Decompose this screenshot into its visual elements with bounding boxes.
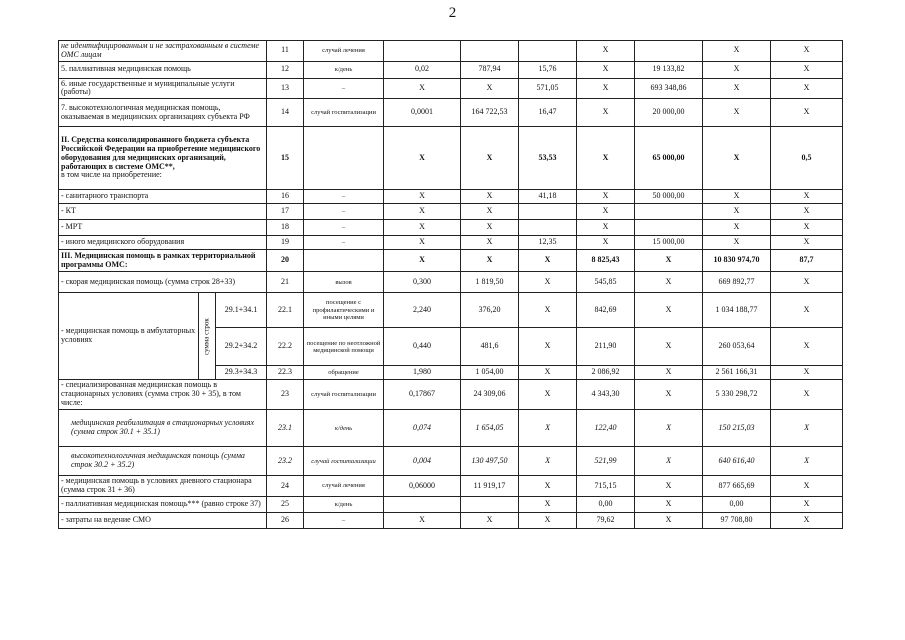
value-cell: Х <box>635 293 703 328</box>
value-cell: 16,47 <box>519 99 577 127</box>
value-cell: Х <box>771 272 843 293</box>
value-cell: Х <box>519 410 577 447</box>
value-cell: 0,300 <box>384 272 461 293</box>
value-cell: Х <box>384 250 461 272</box>
value-cell: 41,18 <box>519 190 577 204</box>
value-cell: Х <box>519 476 577 497</box>
value-cell: 1 819,50 <box>461 272 519 293</box>
value-cell: Х <box>384 220 461 236</box>
value-cell <box>461 41 519 62</box>
table-row <box>59 293 843 328</box>
value-cell: 0,074 <box>384 410 461 447</box>
unit-cell: обращение <box>304 366 384 380</box>
row-name-cell <box>59 99 267 127</box>
unit-cell: вызов <box>304 272 384 293</box>
row-number: 13 <box>267 78 304 99</box>
value-cell: 693 348,86 <box>635 78 703 99</box>
table-row <box>59 410 843 447</box>
value-cell: Х <box>461 236 519 250</box>
value-cell: Х <box>519 328 577 366</box>
row-name: III. Медицинская помощь в рамках территориальной программы ОМС: <box>61 250 256 269</box>
value-cell: Х <box>771 61 843 78</box>
unit-cell: случай госпитализации <box>304 99 384 127</box>
value-cell: 8 825,43 <box>577 250 635 272</box>
value-cell: Х <box>635 476 703 497</box>
value-cell: Х <box>519 447 577 476</box>
value-cell: Х <box>384 204 461 220</box>
row-number: 18 <box>267 220 304 236</box>
value-cell: Х <box>771 236 843 250</box>
value-cell: Х <box>703 190 771 204</box>
row-name-cell <box>59 250 267 272</box>
row-name: не идентифицированным и не застрахованным в системе ОМС лицам <box>61 41 260 59</box>
value-cell: Х <box>461 190 519 204</box>
value-cell: 150 215,03 <box>703 410 771 447</box>
value-cell: Х <box>519 293 577 328</box>
value-cell <box>635 204 703 220</box>
table-row <box>59 250 843 272</box>
value-cell: Х <box>384 190 461 204</box>
row-name-cell <box>59 236 267 250</box>
table-row <box>59 78 843 99</box>
value-cell: 877 665,69 <box>703 476 771 497</box>
value-cell: Х <box>635 380 703 410</box>
table-row <box>59 190 843 204</box>
value-cell: Х <box>577 99 635 127</box>
unit-cell <box>304 250 384 272</box>
value-cell <box>519 204 577 220</box>
value-cell: Х <box>577 61 635 78</box>
unit-cell <box>304 127 384 190</box>
value-cell: Х <box>635 328 703 366</box>
value-cell: Х <box>703 78 771 99</box>
value-cell: 5 330 298,72 <box>703 380 771 410</box>
table-row <box>59 236 843 250</box>
row-name-cell <box>59 78 267 99</box>
row-number: 17 <box>267 204 304 220</box>
value-cell: 481,6 <box>461 328 519 366</box>
value-cell: 2 561 166,31 <box>703 366 771 380</box>
unit-cell: к/день <box>304 496 384 512</box>
row-name-bold: II. Средства консолидированного бюджета субъекта Российской Федерации на приобретение медицинского оборудования для медицинских организаций, работающих в системе ОМС**, <box>61 135 261 171</box>
value-cell: 787,94 <box>461 61 519 78</box>
value-cell: 640 616,40 <box>703 447 771 476</box>
ambulatory-name: - медицинская помощь в амбулаторных условиях <box>59 293 199 380</box>
table-row <box>59 127 843 190</box>
unit-cell: – <box>304 204 384 220</box>
unit-cell: случай лечения <box>304 476 384 497</box>
row-number: 22.2 <box>267 328 304 366</box>
value-cell: Х <box>519 272 577 293</box>
value-cell: 12,35 <box>519 236 577 250</box>
row-name: высокотехнологичная медицинская помощь (сумма строк 30.2 + 35.2) <box>59 447 267 476</box>
unit-cell: случай госпитализации <box>304 447 384 476</box>
value-cell: Х <box>519 512 577 528</box>
value-cell: Х <box>771 293 843 328</box>
row-number: 20 <box>267 250 304 272</box>
value-cell: 122,40 <box>577 410 635 447</box>
value-cell <box>461 496 519 512</box>
row-number: 22.3 <box>267 366 304 380</box>
value-cell: 1,980 <box>384 366 461 380</box>
value-cell: Х <box>635 250 703 272</box>
value-cell: Х <box>461 127 519 190</box>
value-cell <box>635 220 703 236</box>
row-number: 12 <box>267 61 304 78</box>
table-row <box>59 220 843 236</box>
value-cell: Х <box>577 236 635 250</box>
value-cell: 0,06000 <box>384 476 461 497</box>
row-name: 5. паллиативная медицинская помощь <box>61 64 191 74</box>
value-cell: Х <box>577 78 635 99</box>
value-cell: 715,15 <box>577 476 635 497</box>
unit-cell: случай лечения <box>304 41 384 62</box>
value-cell: 20 000,00 <box>635 99 703 127</box>
row-number: 24 <box>267 476 304 497</box>
row-number: 25 <box>267 496 304 512</box>
row-number: 15 <box>267 127 304 190</box>
value-cell: Х <box>461 78 519 99</box>
value-cell: Х <box>384 512 461 528</box>
value-cell: 65 000,00 <box>635 127 703 190</box>
value-cell: Х <box>771 366 843 380</box>
value-cell: 0,02 <box>384 61 461 78</box>
financing-table <box>58 40 843 529</box>
unit-cell: – <box>304 512 384 528</box>
value-cell: Х <box>461 250 519 272</box>
value-cell: 545,85 <box>577 272 635 293</box>
table-row <box>59 41 843 62</box>
row-name-cell <box>59 190 267 204</box>
value-cell: 0,00 <box>577 496 635 512</box>
table-row <box>59 496 843 512</box>
row-name: 7. высокотехнологичная медицинская помощь, оказываемая в медицинских организациях субъекта РФ <box>61 102 250 121</box>
value-cell: 0,5 <box>771 127 843 190</box>
row-number: 23.2 <box>267 447 304 476</box>
row-name-cell <box>59 41 267 62</box>
value-cell: 669 892,77 <box>703 272 771 293</box>
value-cell: Х <box>771 447 843 476</box>
unit-cell: к/день <box>304 61 384 78</box>
value-cell: Х <box>771 220 843 236</box>
value-cell: 87,7 <box>771 250 843 272</box>
value-cell: 97 708,80 <box>703 512 771 528</box>
table-row <box>59 61 843 78</box>
value-cell: Х <box>577 190 635 204</box>
value-cell: Х <box>461 220 519 236</box>
table-row <box>59 476 843 497</box>
value-cell: Х <box>384 78 461 99</box>
value-cell: Х <box>635 410 703 447</box>
value-cell <box>384 41 461 62</box>
value-cell: Х <box>577 127 635 190</box>
value-cell: 1 054,00 <box>461 366 519 380</box>
value-cell: 53,53 <box>519 127 577 190</box>
unit-cell: случай госпитализации <box>304 380 384 410</box>
value-cell: 0,004 <box>384 447 461 476</box>
value-cell: Х <box>771 78 843 99</box>
value-cell: Х <box>771 190 843 204</box>
value-cell: 260 053,64 <box>703 328 771 366</box>
table-row <box>59 99 843 127</box>
value-cell: 0,00 <box>703 496 771 512</box>
row-name-cell <box>59 204 267 220</box>
value-cell: Х <box>703 99 771 127</box>
sum-rows-formula: 29.1+34.1 <box>216 293 267 328</box>
row-name: - иного медицинского оборудования <box>61 237 185 247</box>
row-number: 22.1 <box>267 293 304 328</box>
value-cell: Х <box>771 328 843 366</box>
row-name: - затраты на ведение СМО <box>59 512 267 528</box>
value-cell: 24 309,06 <box>461 380 519 410</box>
row-number: 23.1 <box>267 410 304 447</box>
table-row <box>59 272 843 293</box>
value-cell: Х <box>384 236 461 250</box>
sum-rows-formula: 29.2+34.2 <box>216 328 267 366</box>
value-cell: Х <box>771 380 843 410</box>
value-cell: Х <box>703 127 771 190</box>
value-cell <box>635 41 703 62</box>
value-cell: Х <box>703 220 771 236</box>
row-number: 21 <box>267 272 304 293</box>
unit-cell: – <box>304 190 384 204</box>
value-cell: 842,69 <box>577 293 635 328</box>
value-cell: 11 919,17 <box>461 476 519 497</box>
value-cell: 211,90 <box>577 328 635 366</box>
unit-cell: – <box>304 78 384 99</box>
value-cell: 79,62 <box>577 512 635 528</box>
value-cell: Х <box>635 366 703 380</box>
page-number: 2 <box>448 5 457 21</box>
sum-rows-formula: 29.3+34.3 <box>216 366 267 380</box>
row-name-cell <box>59 220 267 236</box>
table-row <box>59 447 843 476</box>
value-cell: Х <box>703 236 771 250</box>
value-cell: 19 133,82 <box>635 61 703 78</box>
value-cell: 164 722,53 <box>461 99 519 127</box>
value-cell: Х <box>771 204 843 220</box>
row-number: 23 <box>267 380 304 410</box>
row-name: - КТ <box>61 206 76 216</box>
value-cell: Х <box>771 512 843 528</box>
row-number: 16 <box>267 190 304 204</box>
unit-cell: – <box>304 236 384 250</box>
unit-cell: посещение с профилактическими и иными целями <box>304 293 384 328</box>
value-cell: Х <box>703 204 771 220</box>
row-name: - санитарного транспорта <box>61 191 149 201</box>
row-name-tail: в том числе на приобретение: <box>61 170 162 180</box>
value-cell: Х <box>384 127 461 190</box>
row-name: 6. иные государственные и муниципальные услуги (работы) <box>61 78 235 97</box>
value-cell: 0,0001 <box>384 99 461 127</box>
value-cell: 571,05 <box>519 78 577 99</box>
value-cell: Х <box>635 272 703 293</box>
value-cell <box>519 41 577 62</box>
value-cell: Х <box>519 250 577 272</box>
table-row <box>59 380 843 410</box>
value-cell: Х <box>461 512 519 528</box>
table-row <box>59 512 843 528</box>
value-cell: 2,240 <box>384 293 461 328</box>
value-cell: 0,17867 <box>384 380 461 410</box>
value-cell: Х <box>635 447 703 476</box>
value-cell: 50 000,00 <box>635 190 703 204</box>
row-name-cell <box>59 272 267 293</box>
row-number: 14 <box>267 99 304 127</box>
value-cell: Х <box>635 512 703 528</box>
row-name: - медицинская помощь в условиях дневного стационара (сумма строк 31 + 36) <box>59 476 267 497</box>
value-cell: Х <box>635 496 703 512</box>
value-cell: 376,20 <box>461 293 519 328</box>
value-cell: 521,99 <box>577 447 635 476</box>
value-cell: 0,440 <box>384 328 461 366</box>
value-cell: Х <box>703 41 771 62</box>
value-cell: 1 034 188,77 <box>703 293 771 328</box>
table-row <box>59 204 843 220</box>
row-name: медицинская реабилитация в стационарных условиях (сумма строк 30.1 + 35.1) <box>59 410 267 447</box>
unit-cell: к/день <box>304 410 384 447</box>
row-number: 26 <box>267 512 304 528</box>
row-name: - паллиативная медицинская помощь*** (равно строке 37) <box>59 496 267 512</box>
row-name-cell <box>59 127 267 190</box>
value-cell: Х <box>519 496 577 512</box>
value-cell: 2 086,92 <box>577 366 635 380</box>
unit-cell: посещение по неотложной медицинской помощи <box>304 328 384 366</box>
value-cell: 10 830 974,70 <box>703 250 771 272</box>
row-name: - МРТ <box>61 222 83 232</box>
row-number: 19 <box>267 236 304 250</box>
unit-cell: – <box>304 220 384 236</box>
value-cell: Х <box>771 99 843 127</box>
value-cell: Х <box>577 220 635 236</box>
value-cell: 15,76 <box>519 61 577 78</box>
value-cell: 4 343,30 <box>577 380 635 410</box>
row-number: 11 <box>267 41 304 62</box>
value-cell: 15 000,00 <box>635 236 703 250</box>
row-name-cell <box>59 61 267 78</box>
value-cell: Х <box>771 41 843 62</box>
row-name: - скорая медицинская помощь (сумма строк 28+33) <box>61 276 236 286</box>
value-cell: Х <box>461 204 519 220</box>
value-cell: Х <box>703 61 771 78</box>
value-cell: Х <box>771 476 843 497</box>
row-name: - специализированная медицинская помощь в стационарных условиях (сумма строк 30 + 35), в том числе: <box>59 380 267 410</box>
sum-rows-vertical-label: сумма строк <box>199 293 216 380</box>
value-cell: 1 654,05 <box>461 410 519 447</box>
value-cell: Х <box>577 204 635 220</box>
value-cell: Х <box>519 380 577 410</box>
value-cell <box>519 220 577 236</box>
value-cell: Х <box>771 410 843 447</box>
value-cell <box>384 496 461 512</box>
value-cell: Х <box>519 366 577 380</box>
value-cell: Х <box>771 496 843 512</box>
value-cell: 130 497,50 <box>461 447 519 476</box>
value-cell: Х <box>577 41 635 62</box>
